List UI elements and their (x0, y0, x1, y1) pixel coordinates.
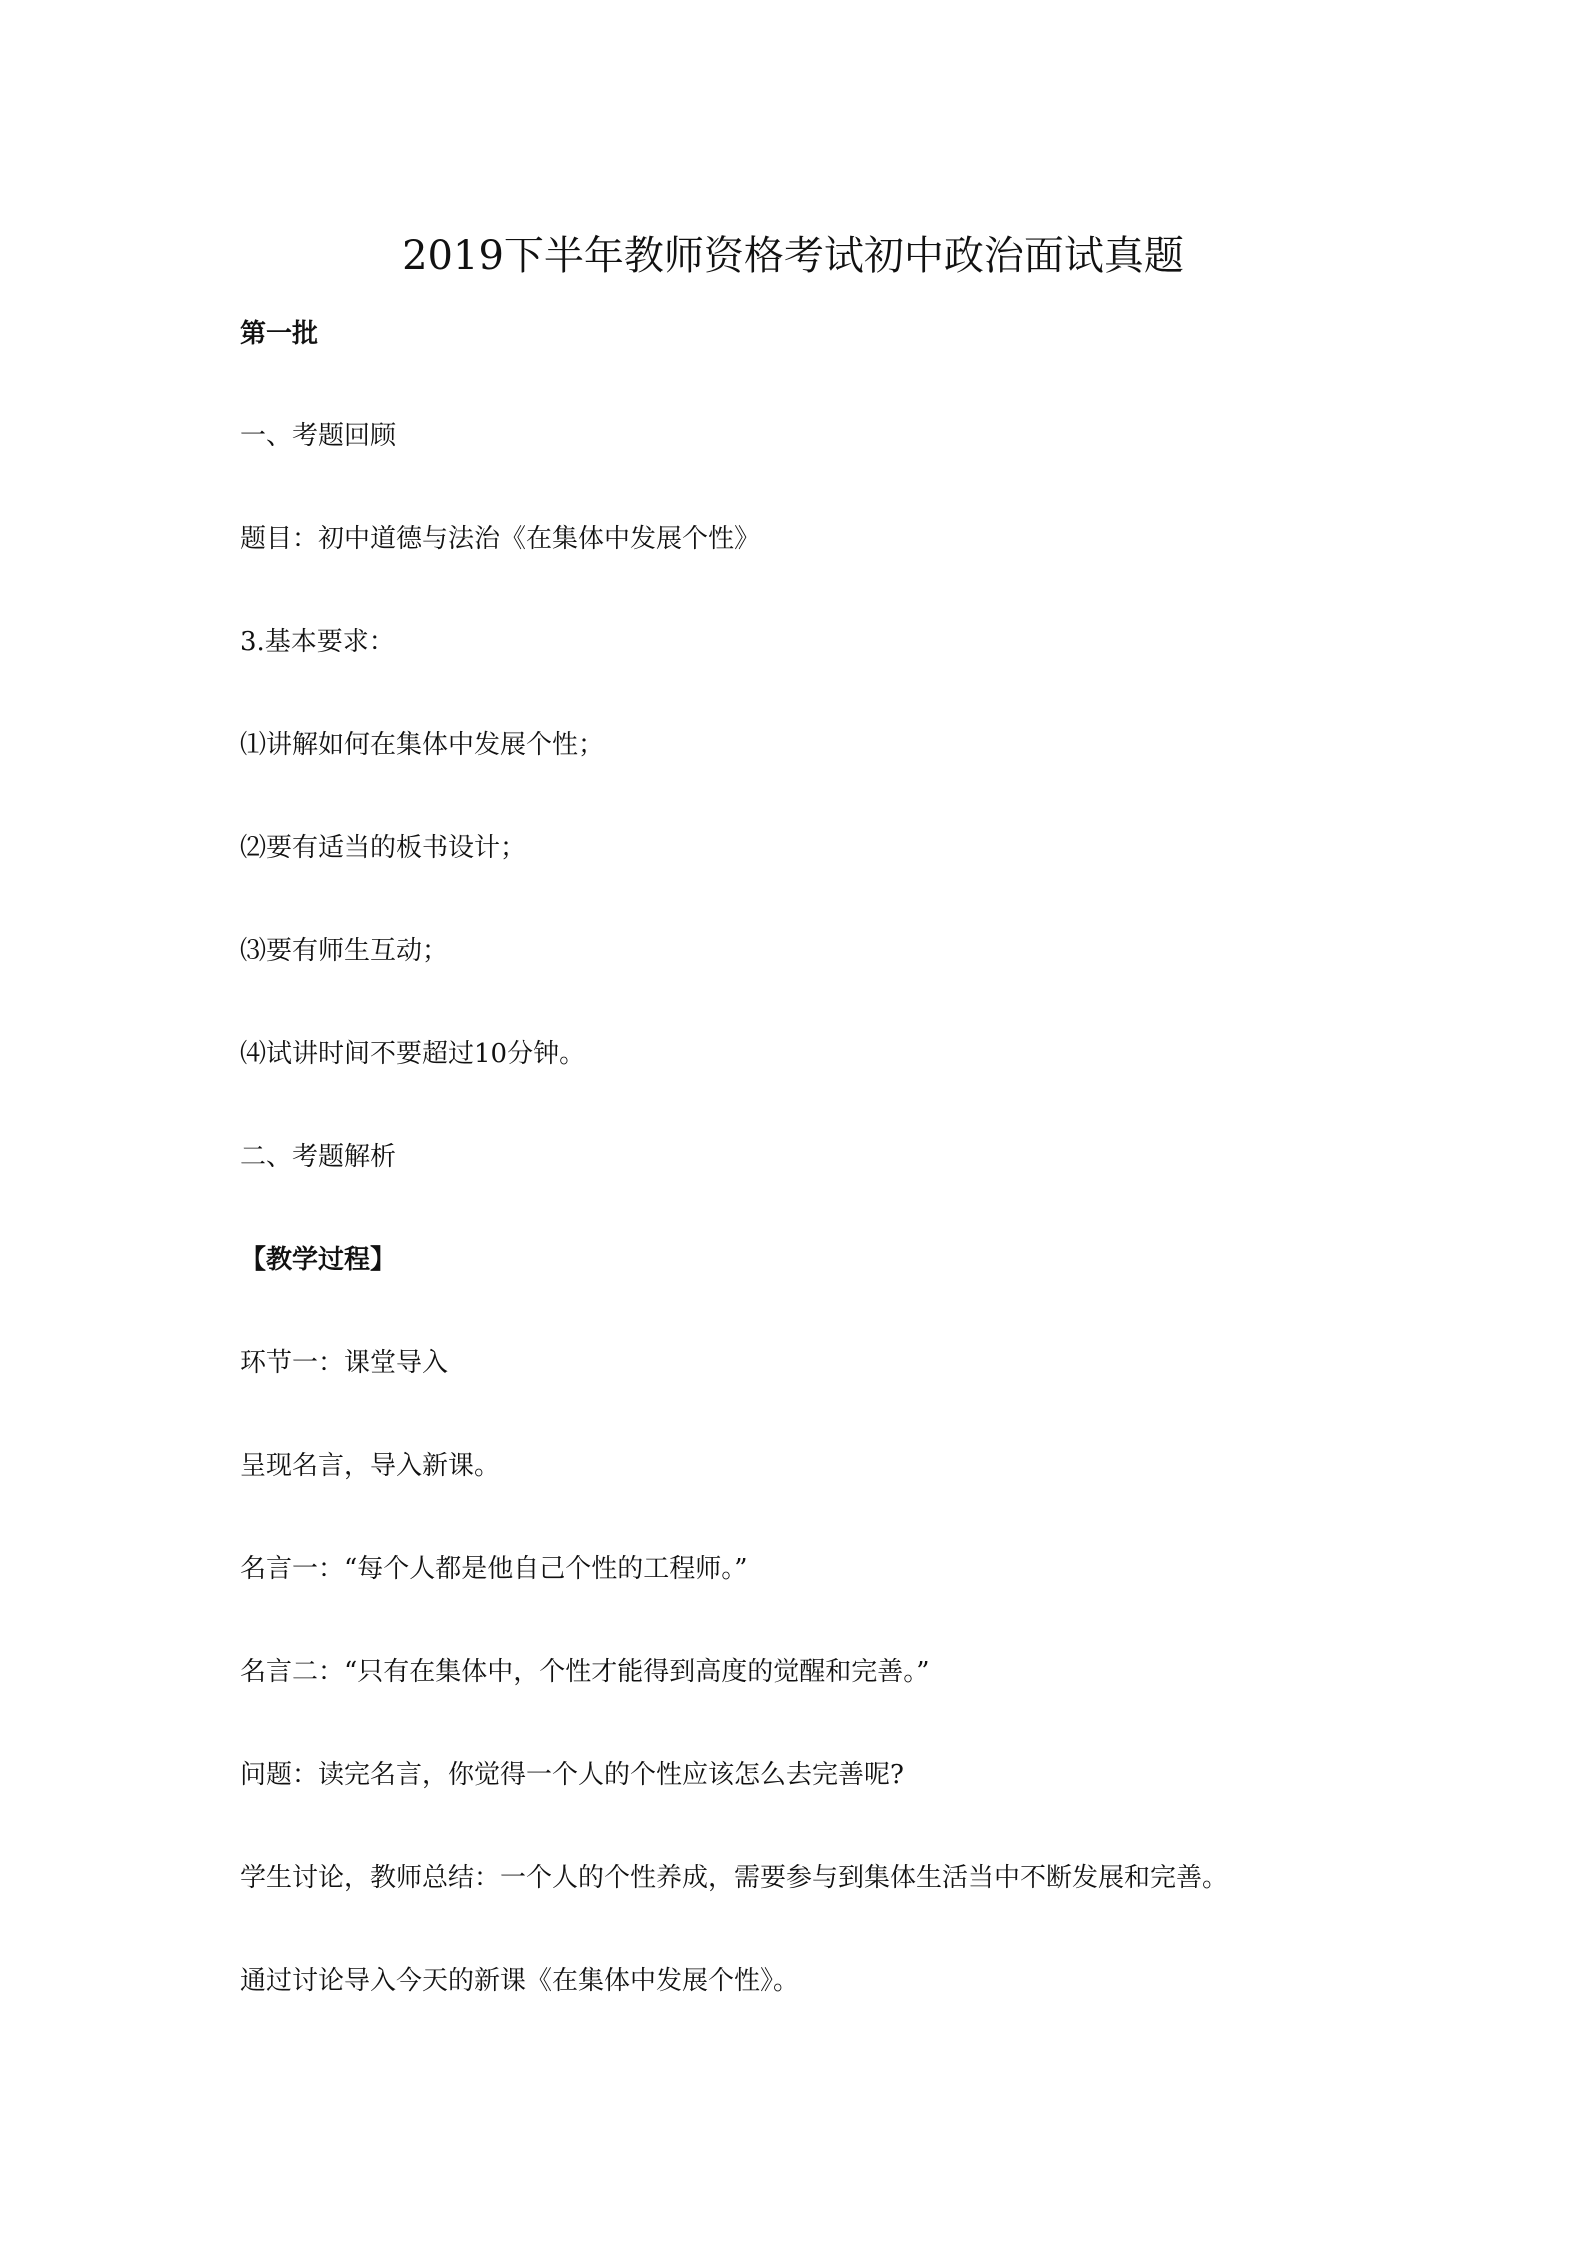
paragraph: 呈现名言，导入新课。 (240, 1451, 501, 1481)
paragraph: 通过讨论导入今天的新课《在集体中发展个性》。 (240, 1966, 800, 1996)
section-heading-review: 一、考题回顾 (240, 421, 397, 451)
step-heading: 环节一：课堂导入 (240, 1348, 449, 1378)
section-heading-analysis: 二、考题解析 (240, 1142, 397, 1172)
batch-label: 第一批 (240, 319, 319, 349)
quote-paragraph: 名言一：“每个人都是他自己个性的工程师。” (240, 1554, 748, 1584)
requirement-item: ⑷试讲时间不要超过10分钟。 (240, 1039, 586, 1069)
quote-paragraph: 名言二：“只有在集体中，个性才能得到高度的觉醒和完善。” (240, 1657, 930, 1687)
question-paragraph: 问题：读完名言，你觉得一个人的个性应该怎么去完善呢? (240, 1760, 904, 1790)
requirements-heading: 3.基本要求： (240, 627, 395, 657)
summary-paragraph: 学生讨论，教师总结：一个人的个性养成，需要参与到集体生活当中不断发展和完善。 (240, 1863, 1229, 1893)
topic-line: 题目：初中道德与法治《在集体中发展个性》 (240, 524, 761, 554)
document-title: 2019下半年教师资格考试初中政治面试真题 (402, 233, 1184, 279)
requirement-item: ⑶要有师生互动； (240, 936, 449, 966)
teaching-process-heading: 【教学过程】 (240, 1245, 397, 1275)
requirement-item: ⑵要有适当的板书设计； (240, 833, 527, 863)
requirement-item: ⑴讲解如何在集体中发展个性； (240, 730, 605, 760)
